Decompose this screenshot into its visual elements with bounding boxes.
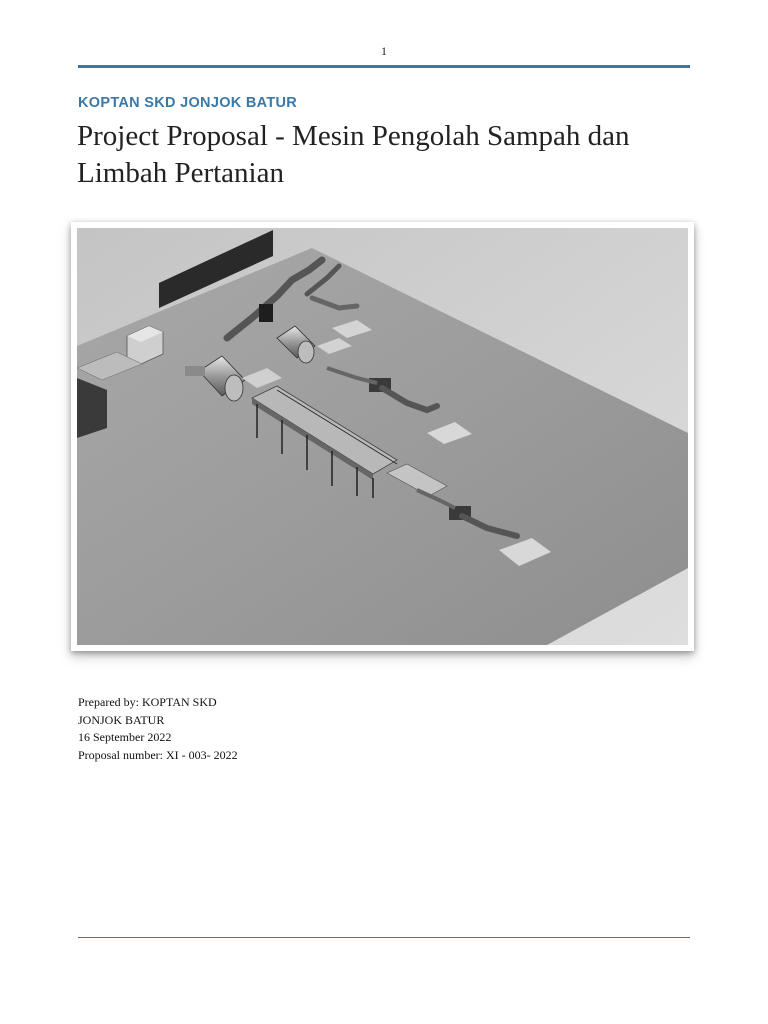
prepared-by: Prepared by: KOPTAN SKD [78, 695, 217, 709]
prepared-by-org: JONJOK BATUR [78, 712, 165, 727]
proposal-number: Proposal number: XI - 003- 2022 [78, 747, 238, 762]
header-divider [78, 65, 690, 68]
organization-name: KOPTAN SKD JONJOK BATUR [78, 95, 298, 111]
cover-image [77, 228, 688, 645]
cover-image-frame [71, 222, 694, 651]
footer-divider [78, 937, 690, 938]
document-date: 16 September 2022 [78, 730, 172, 744]
document-meta [78, 694, 238, 764]
document-title: Project Proposal - Mesin Pengolah Sampah dan Limbah Pertanian [77, 120, 630, 189]
page-number: 1 [381, 44, 387, 58]
